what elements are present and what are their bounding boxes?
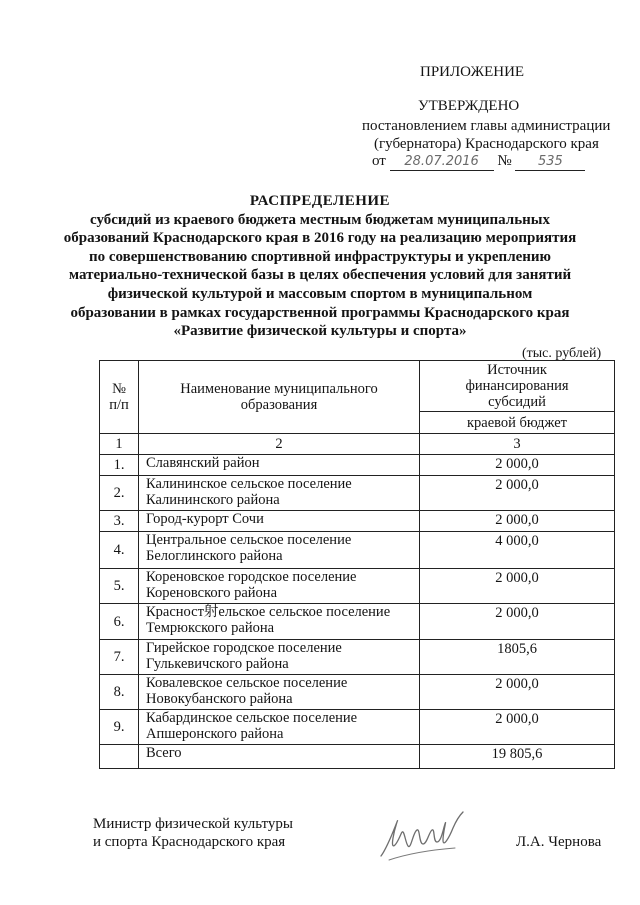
table-total-row: [100, 745, 615, 769]
table-row: 5. Кореновское городское поселение Кореновского района 2 000,0: [100, 569, 615, 604]
title-line: физической культурой и массовым спортом в муниципальном: [107, 285, 533, 302]
date-value: 28.07.2016: [404, 154, 479, 169]
table-row: 2. Калининское сельское поселение Калининского района 2 000,0: [100, 476, 615, 511]
table-row: 7. Гирейское городское поселение Гулькевичского района 1805,6: [100, 640, 615, 675]
units-label: (тыс. рублей): [522, 346, 602, 361]
date-field: [390, 153, 494, 171]
handwritten-signature: [377, 808, 477, 868]
header-name: Наименование муниципального образования: [139, 361, 420, 434]
approved-label: УТВЕРЖДЕНО: [418, 98, 520, 114]
table-row: 9. Кабардинское сельское поселение Апшеронского района 2 000,0: [100, 710, 615, 745]
table-row: 3. Город-курорт Сочи 2 000,0: [100, 511, 615, 532]
document-title: РАСПРЕДЕЛЕНИЕ: [249, 193, 391, 209]
table-index-row: 1 2 3: [100, 434, 615, 455]
header-num: № п/п: [100, 361, 139, 434]
table-row: 4. Центральное сельское поселение Белоглинского района 4 000,0: [100, 532, 615, 569]
number-prefix: №: [497, 153, 512, 169]
header-source-sub: краевой бюджет: [420, 412, 615, 434]
decree-line-2: (губернатора) Краснодарского края: [374, 136, 599, 152]
document-heading: [60, 192, 580, 341]
decree-date-line: [372, 153, 585, 171]
total-label: Всего: [139, 745, 420, 769]
table-row: 1. Славянский район 2 000,0: [100, 455, 615, 476]
decree-line-1: постановлением главы администрации: [362, 118, 611, 134]
title-line: по совершенствованию спортивной инфраструктуры и укреплению: [88, 248, 552, 265]
appendix-label: ПРИЛОЖЕНИЕ: [420, 64, 525, 80]
table-header-row: [100, 361, 615, 412]
title-line: субсидий из краевого бюджета местным бюджетам муниципальных: [90, 211, 550, 228]
total-value: 19 805,6: [420, 745, 615, 769]
title-line: образований Краснодарского края в 2016 году на реализацию мероприятия: [63, 230, 577, 247]
subsidy-table: [99, 360, 615, 769]
table-row: 6. Красност射ельское сельское поселение Темрюкского района 2 000,0: [100, 604, 615, 640]
table-row: 8. Ковалевское сельское поселение Новокубанского района 2 000,0: [100, 675, 615, 710]
signer-position: Министр физической культуры и спорта Краснодарского края: [93, 816, 293, 850]
title-line: материально-технической базы в целях обеспечения условий для занятий: [68, 267, 572, 284]
number-field: [515, 153, 585, 171]
number-value: 535: [538, 154, 563, 169]
title-line: «Развитие физической культуры и спорта»: [173, 323, 467, 340]
date-prefix: от: [372, 153, 386, 169]
header-source: Источник финансирования субсидий: [420, 361, 615, 412]
signer-name: Л.А. Чернова: [516, 834, 602, 850]
title-line: образовании в рамках государственной программы Краснодарского края: [70, 304, 570, 321]
